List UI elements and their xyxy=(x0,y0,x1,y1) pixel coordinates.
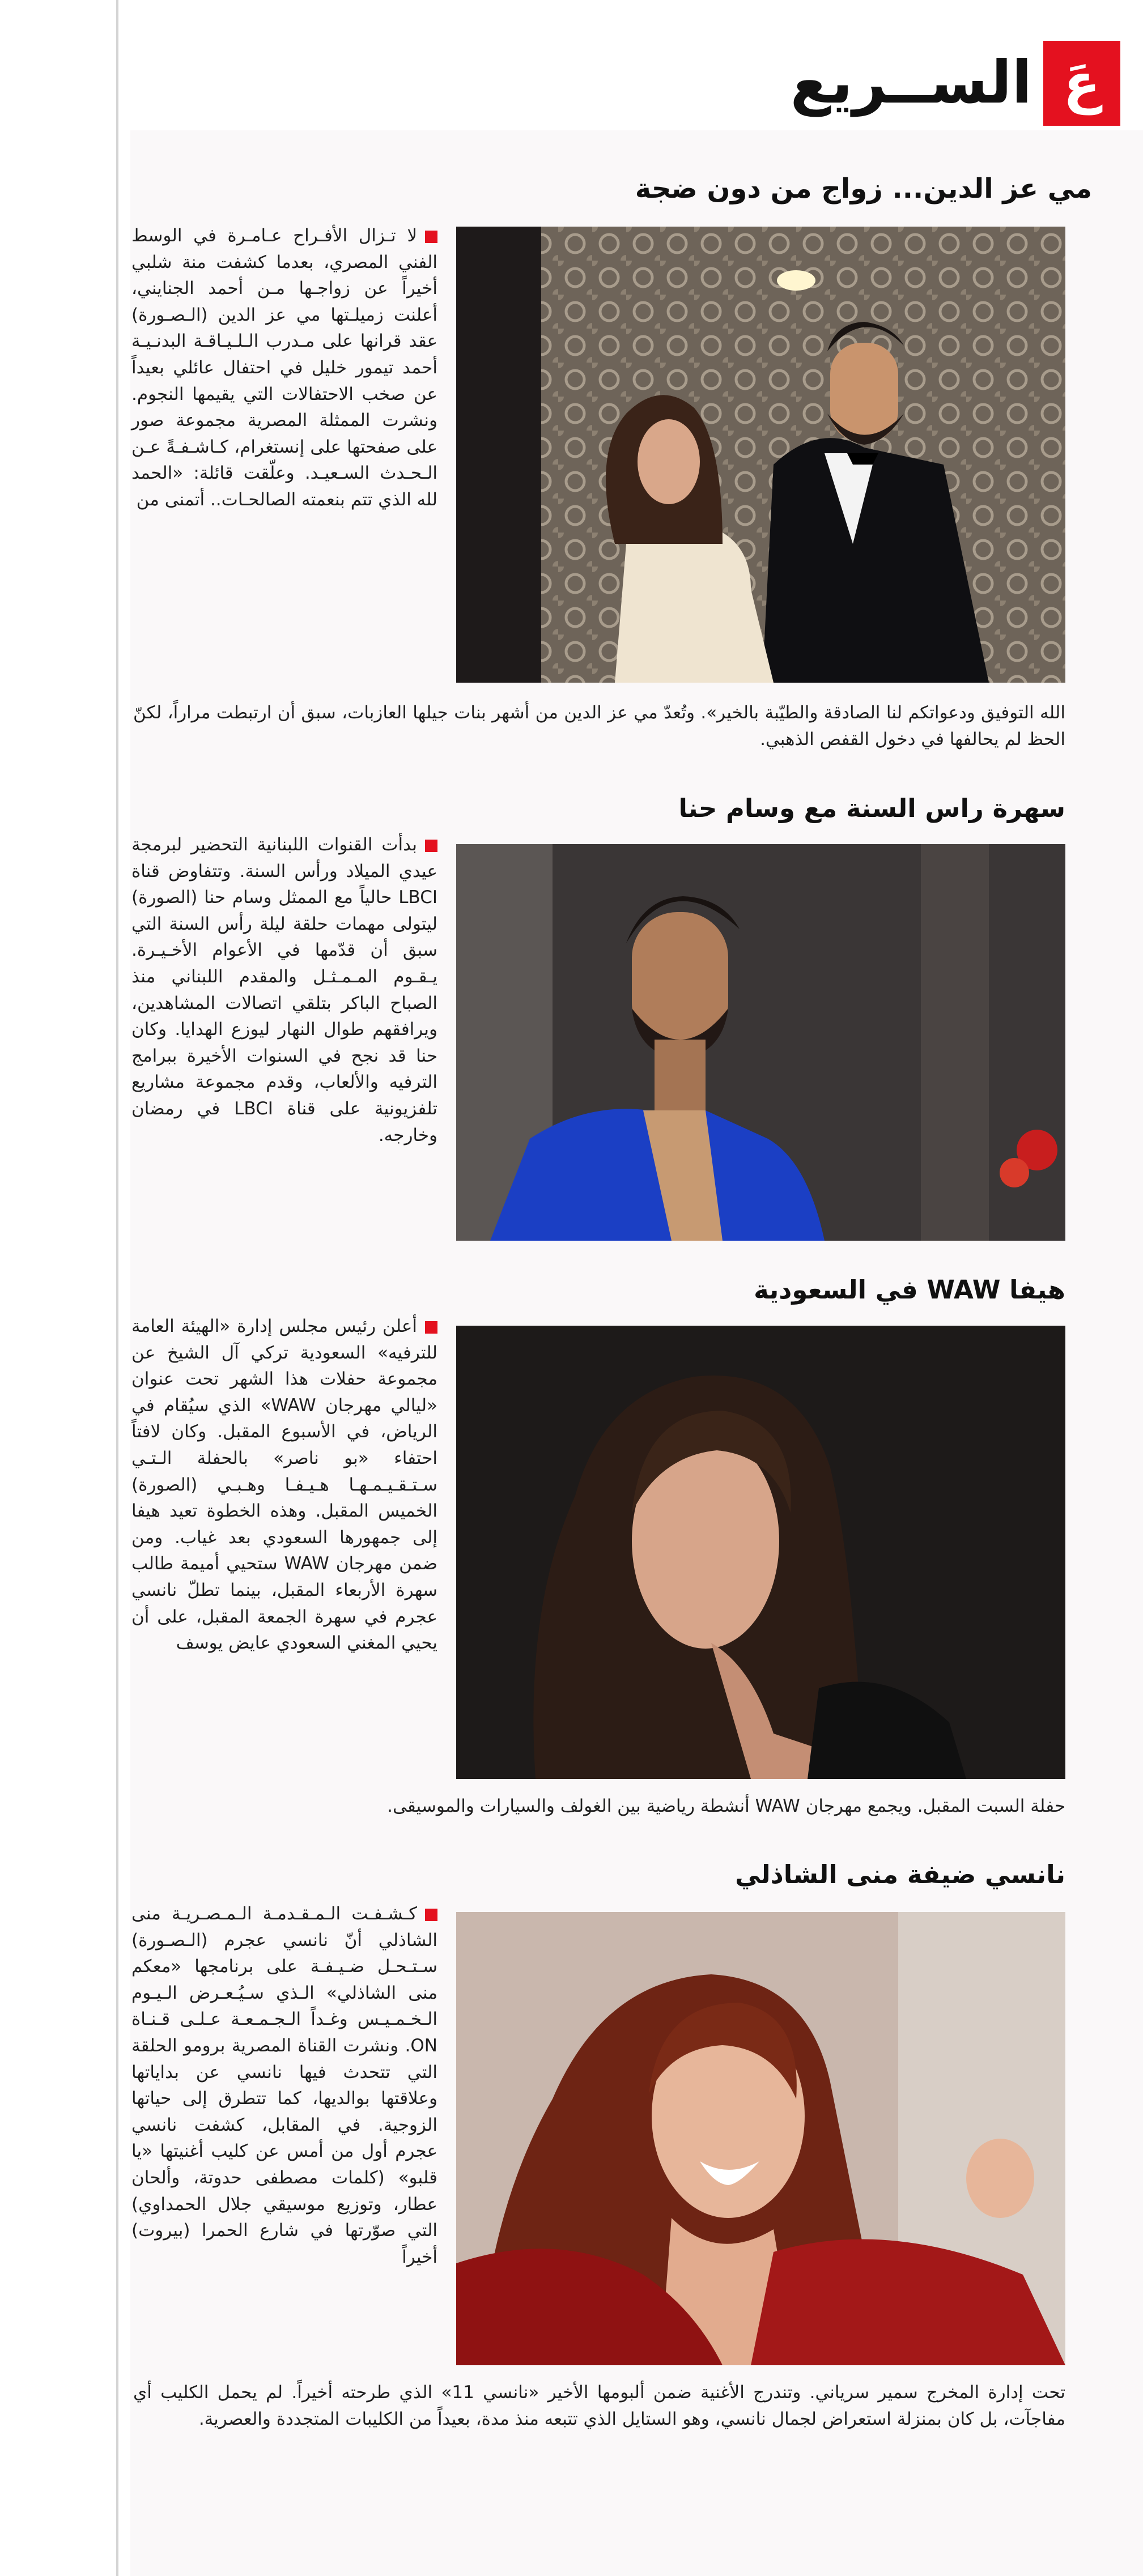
article-4-body-text: كـشـفـت الـمـقـدمـة الـمـصـريـة منى الشاذلي أنّ نانسي عجرم (الـصـورة) سـتـحـل ضـيـفـة على برنامجها «معكم منى الشاذلي» الـذي سـيُـعـرض الـيـوم الـخـمـيـس وغـداً الـجـمـعـة عـلـى قـنـاة ON. ونشرت القناة المصرية برومو الحلقة التي تتحدث فيها نانسي عن بداياتها وعلاقتها بوالديها، كما تتطرق إلى حياتها الزوجية. في المقابل، كشفت نانسي عجرم أول من أمس عن كليب أغنيتها «يا قلبو» (كلمات مصطفى حدوتة، وألحان عطار، وتوزيع موسيقي جلال الحمداوي) التي صوّرتها في شارع الحمرا (بيروت) أخيراً xyxy=(131,1904,437,2267)
article-2-headline: سهرة راس السنة مع وسام حنا xyxy=(678,793,1065,823)
section-logo: عَ xyxy=(1043,41,1120,126)
article-1-headline: مي عز الدين... زواج من دون ضجة xyxy=(635,173,1092,205)
section-masthead xyxy=(758,41,1120,126)
article-4-headline: نانسي ضيفة منى الشاذلي xyxy=(735,1859,1065,1889)
article-4-tail: تحت إدارة المخرج سمير سرياني. وتندرج الأغنية ضمن ألبومها الأخير «نانسي 11» الذي طرحته أخيراً. لم يحمل الكليب أي مفاجآت، بل كان بمنزلة استعراض لجمال نانسي، وهو الستايل الذي تتبعه منذ مدة، بعيداً من الكليبات المتجددة والعصرية. xyxy=(133,2382,1066,2429)
article-4-bullet xyxy=(425,1909,437,1921)
article-3-bullet xyxy=(425,1321,437,1334)
article-1-body-text: لا تـزال الأفـراح عـامـرة في الوسط الفني المصري، بعدما كشفت منة شلبي أخيراً عن زواجـها مـن أحمد الجنايني، أعلنت زميلـتها مي عز الدين (الـصـورة) عقد قرانها على مـدرب الـلـيـاقـة البدنـيـة أحمد تيمور خليل في احتفال عائلي بعيداً عن صخب الاحتفالات التي يقيمها النجوم. ونشرت الممثلة المصرية مجموعة صور على صفحتها على إنستغرام، كـاشـفـةً عـن الـحـدث السـعيـد. وعلّقت قائلة: «الحمد لله الذي تتم بنعمته الصالحـات.. أتمنى من xyxy=(131,225,437,510)
article-3-body xyxy=(131,1313,437,1657)
article-2-body-text: بدأت القنوات اللبنانية التحضير لبرمجة عيدي الميلاد ورأس السنة. وتتفاوض قناة LBCI حالياً مع الممثل وسام حنا (الصورة) ليتولى مهمات حلقة ليلة رأس السنة التي سبق أن قدّمها في الأعوام الأخـيـرة. يـقـوم المـمـثـل والمقدم اللبناني منذ الصباح الباكر بتلقي اتصالات المشاهدين، ويرافقهم طوال النهار ليوزع الهدايا. وكان حنا قد نجح في السنوات الأخيرة ببرامج الترفيه والألعاب، وقدم مجموعة مشاريع تلفزيونية على قناة LBCI في رمضان وخارجه. xyxy=(131,834,437,1146)
article-3-photo xyxy=(456,1326,1065,1779)
article-4-photo xyxy=(456,1912,1065,2365)
article-2-bullet xyxy=(425,840,437,852)
article-1-bullet xyxy=(425,231,437,243)
article-1-tail: الله التوفيق ودعواتكم لنا الصادقة والطيّبة بالخير». وتُعدّ مي عز الدين من أشهر بنات جيلها العازبات، سبق أن ارتبطت مراراً، لكنّ الحظ لم يحالفها في دخول القفص الذهبي. xyxy=(133,702,1065,750)
article-4-body xyxy=(131,1901,437,2270)
article-1-body xyxy=(131,223,437,513)
article-3-body-text: أعلن رئيس مجلس إدارة «الهيئة العامة للترفيه» السعودية تركي آل الشيخ عن مجموعة حفلات هذا الشهر تحت عنوان «ليالي مهرجان WAW» الذي سيُقام في الرياض، في الأسبوع المقبل. وكان لافتاً احتفاء «بو ناصر» بالحفلة الـتـي سـتـقـيـمـهـا هـيـفـا وهـبـي (الصورة) الخميس المقبل. وهذه الخطوة تعيد هيفا إلى جمهورها السعودي بعد غياب. ومن ضمن مهرجان WAW ستحيي أميمة طالب سهرة الأربعاء المقبل، بينما تطلّ نانسي عجرم في سهرة الجمعة المقبل، على أن يحيي المغني السعودي عايض يوسف xyxy=(131,1316,437,1654)
article-3-headline: هيفا WAW في السعودية xyxy=(754,1275,1065,1305)
page-margin-line xyxy=(116,0,118,2576)
article-3-tail: حفلة السبت المقبل. ويجمع مهرجان WAW أنشطة رياضية بين الغولف والسيارات والموسيقى. xyxy=(387,1796,1065,1816)
section-title: الســريع xyxy=(790,48,1032,117)
article-1-photo xyxy=(456,227,1065,683)
article-2-photo xyxy=(456,844,1065,1241)
article-2-body xyxy=(131,832,437,1148)
